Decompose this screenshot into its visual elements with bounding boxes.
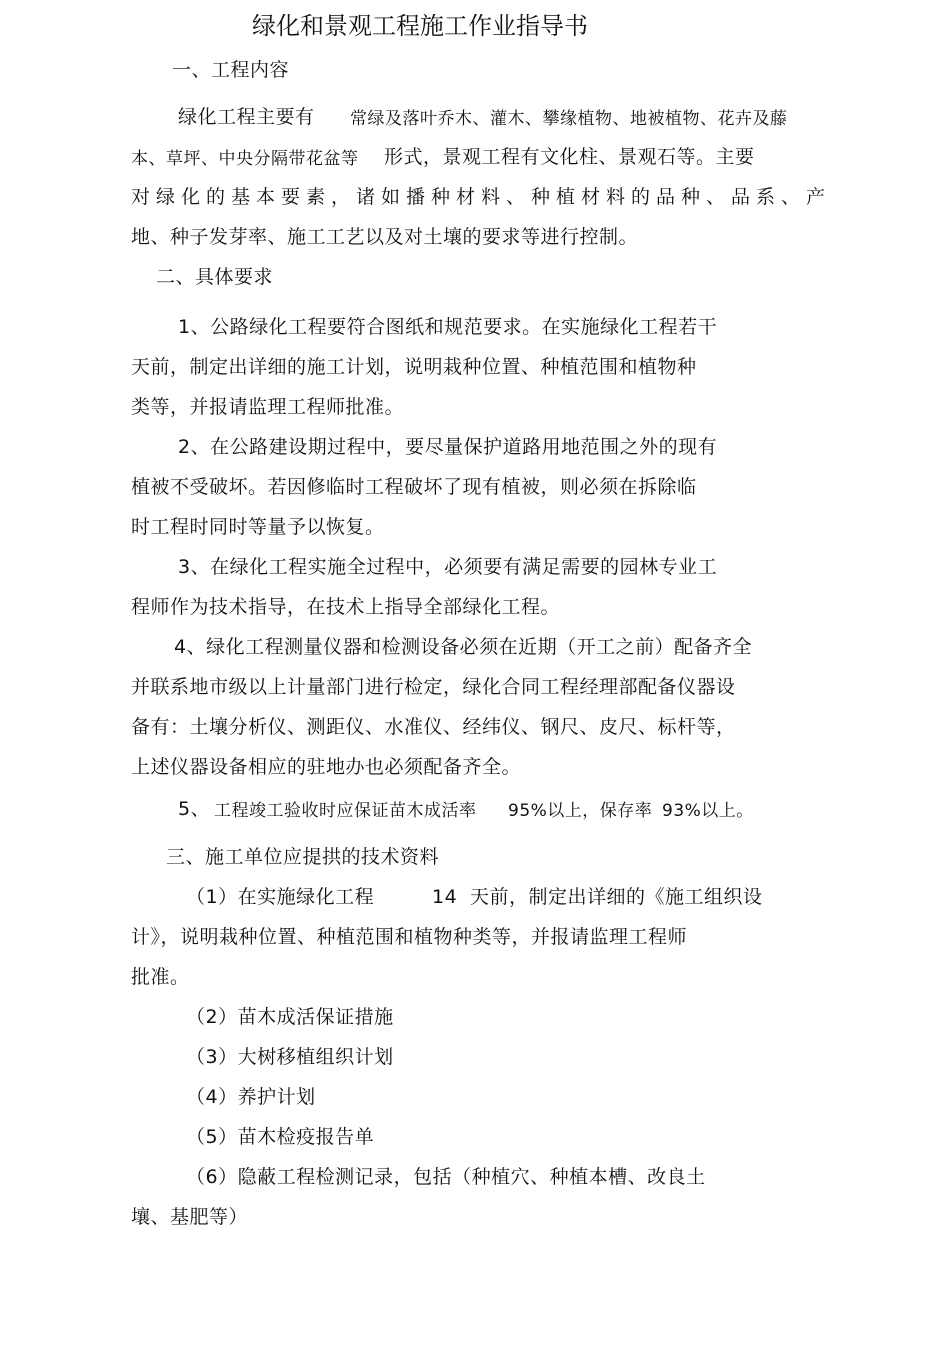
item3-line1: 3、在绿化工程实施全过程中，必须要有满足需要的园林专业工 [178, 556, 718, 578]
item4-line4: 上述仪器设备相应的驻地办也必须配备齐全。 [131, 756, 522, 778]
section2-heading: 二、具体要求 [156, 266, 274, 288]
item5-text-b: 95%以上，保存率 [508, 801, 653, 821]
document-title: 绿化和景观工程施工作业指导书 [252, 12, 588, 40]
section1-p1-line3: 对绿化的基本要素，诸如播种材料、种植材料的品种、品系、产 [131, 186, 832, 208]
item5-number: 5、 [178, 798, 211, 820]
req6-line1: （6）隐蔽工程检测记录，包括（种植穴、种植本槽、改良土 [186, 1166, 706, 1188]
section1-p1-line1a: 绿化工程主要有 [178, 106, 315, 128]
item2-line2: 植被不受破坏。若因修临时工程破坏了现有植被，则必须在拆除临 [131, 476, 697, 498]
item4-line2: 并联系地市级以上计量部门进行检定，绿化合同工程经理部配备仪器设 [131, 676, 736, 698]
section3-heading: 三、施工单位应提拱的技术资料 [166, 846, 440, 868]
req2: （2）苗木成活保证措施 [186, 1006, 394, 1028]
req1-text-b: 14 [432, 886, 458, 908]
req1-text-c: 天前，制定出详细的《施工组织设 [470, 886, 763, 908]
section1-p1-line2b: 形式，景观工程有文化柱、景观石等。主要 [384, 146, 755, 168]
item5-text-a: 工程竣工验收时应保证苗木成活率 [214, 801, 477, 821]
item1-line2: 天前，制定出详细的施工计划，说明栽种位置、种植范围和植物种 [131, 356, 697, 378]
req5: （5）苗木检疫报告单 [186, 1126, 375, 1148]
section1-p1-line4: 地、种子发芽率、施工工艺以及对土壤的要求等进行控制。 [131, 226, 639, 248]
req6-line2: 壤、基肥等） [131, 1206, 249, 1228]
item2-line1: 2、在公路建设期过程中，要尽量保护道路用地范围之外的现有 [178, 436, 718, 458]
item4-line3: 备有：土壤分析仪、测距仪、水准仪、经纬仪、钢尺、皮尺、标杆等， [131, 716, 736, 738]
section1-p1-line2a: 本、草坪、中央分隔带花盆等 [131, 149, 359, 169]
req3: （3）大树移植组织计划 [186, 1046, 394, 1068]
item1-line3: 类等，并报请监理工程师批准。 [131, 396, 405, 418]
section1-heading: 一、工程内容 [172, 59, 290, 81]
req1-line3: 批准。 [131, 966, 190, 988]
item5-text-c: 93%以上。 [662, 801, 754, 821]
item4-line1: 4、绿化工程测量仪器和检测设备必须在近期（开工之前）配备齐全 [174, 636, 753, 658]
item1-line1: 1、公路绿化工程要符合图纸和规范要求。在实施绿化工程若干 [178, 316, 718, 338]
section1-p1-line1b: 常绿及落叶乔木、灌木、攀缘植物、地被植物、花卉及藤 [350, 109, 788, 129]
req1-text-a: （1）在实施绿化工程 [186, 886, 375, 908]
req1-line2: 计》，说明栽种位置、种植范围和植物种类等，并报请监理工程师 [131, 926, 688, 948]
req4: （4）养护计划 [186, 1086, 316, 1108]
item3-line2: 程师作为技术指导，在技术上指导全部绿化工程。 [131, 596, 561, 618]
item2-line3: 时工程时同时等量予以恢复。 [131, 516, 385, 538]
